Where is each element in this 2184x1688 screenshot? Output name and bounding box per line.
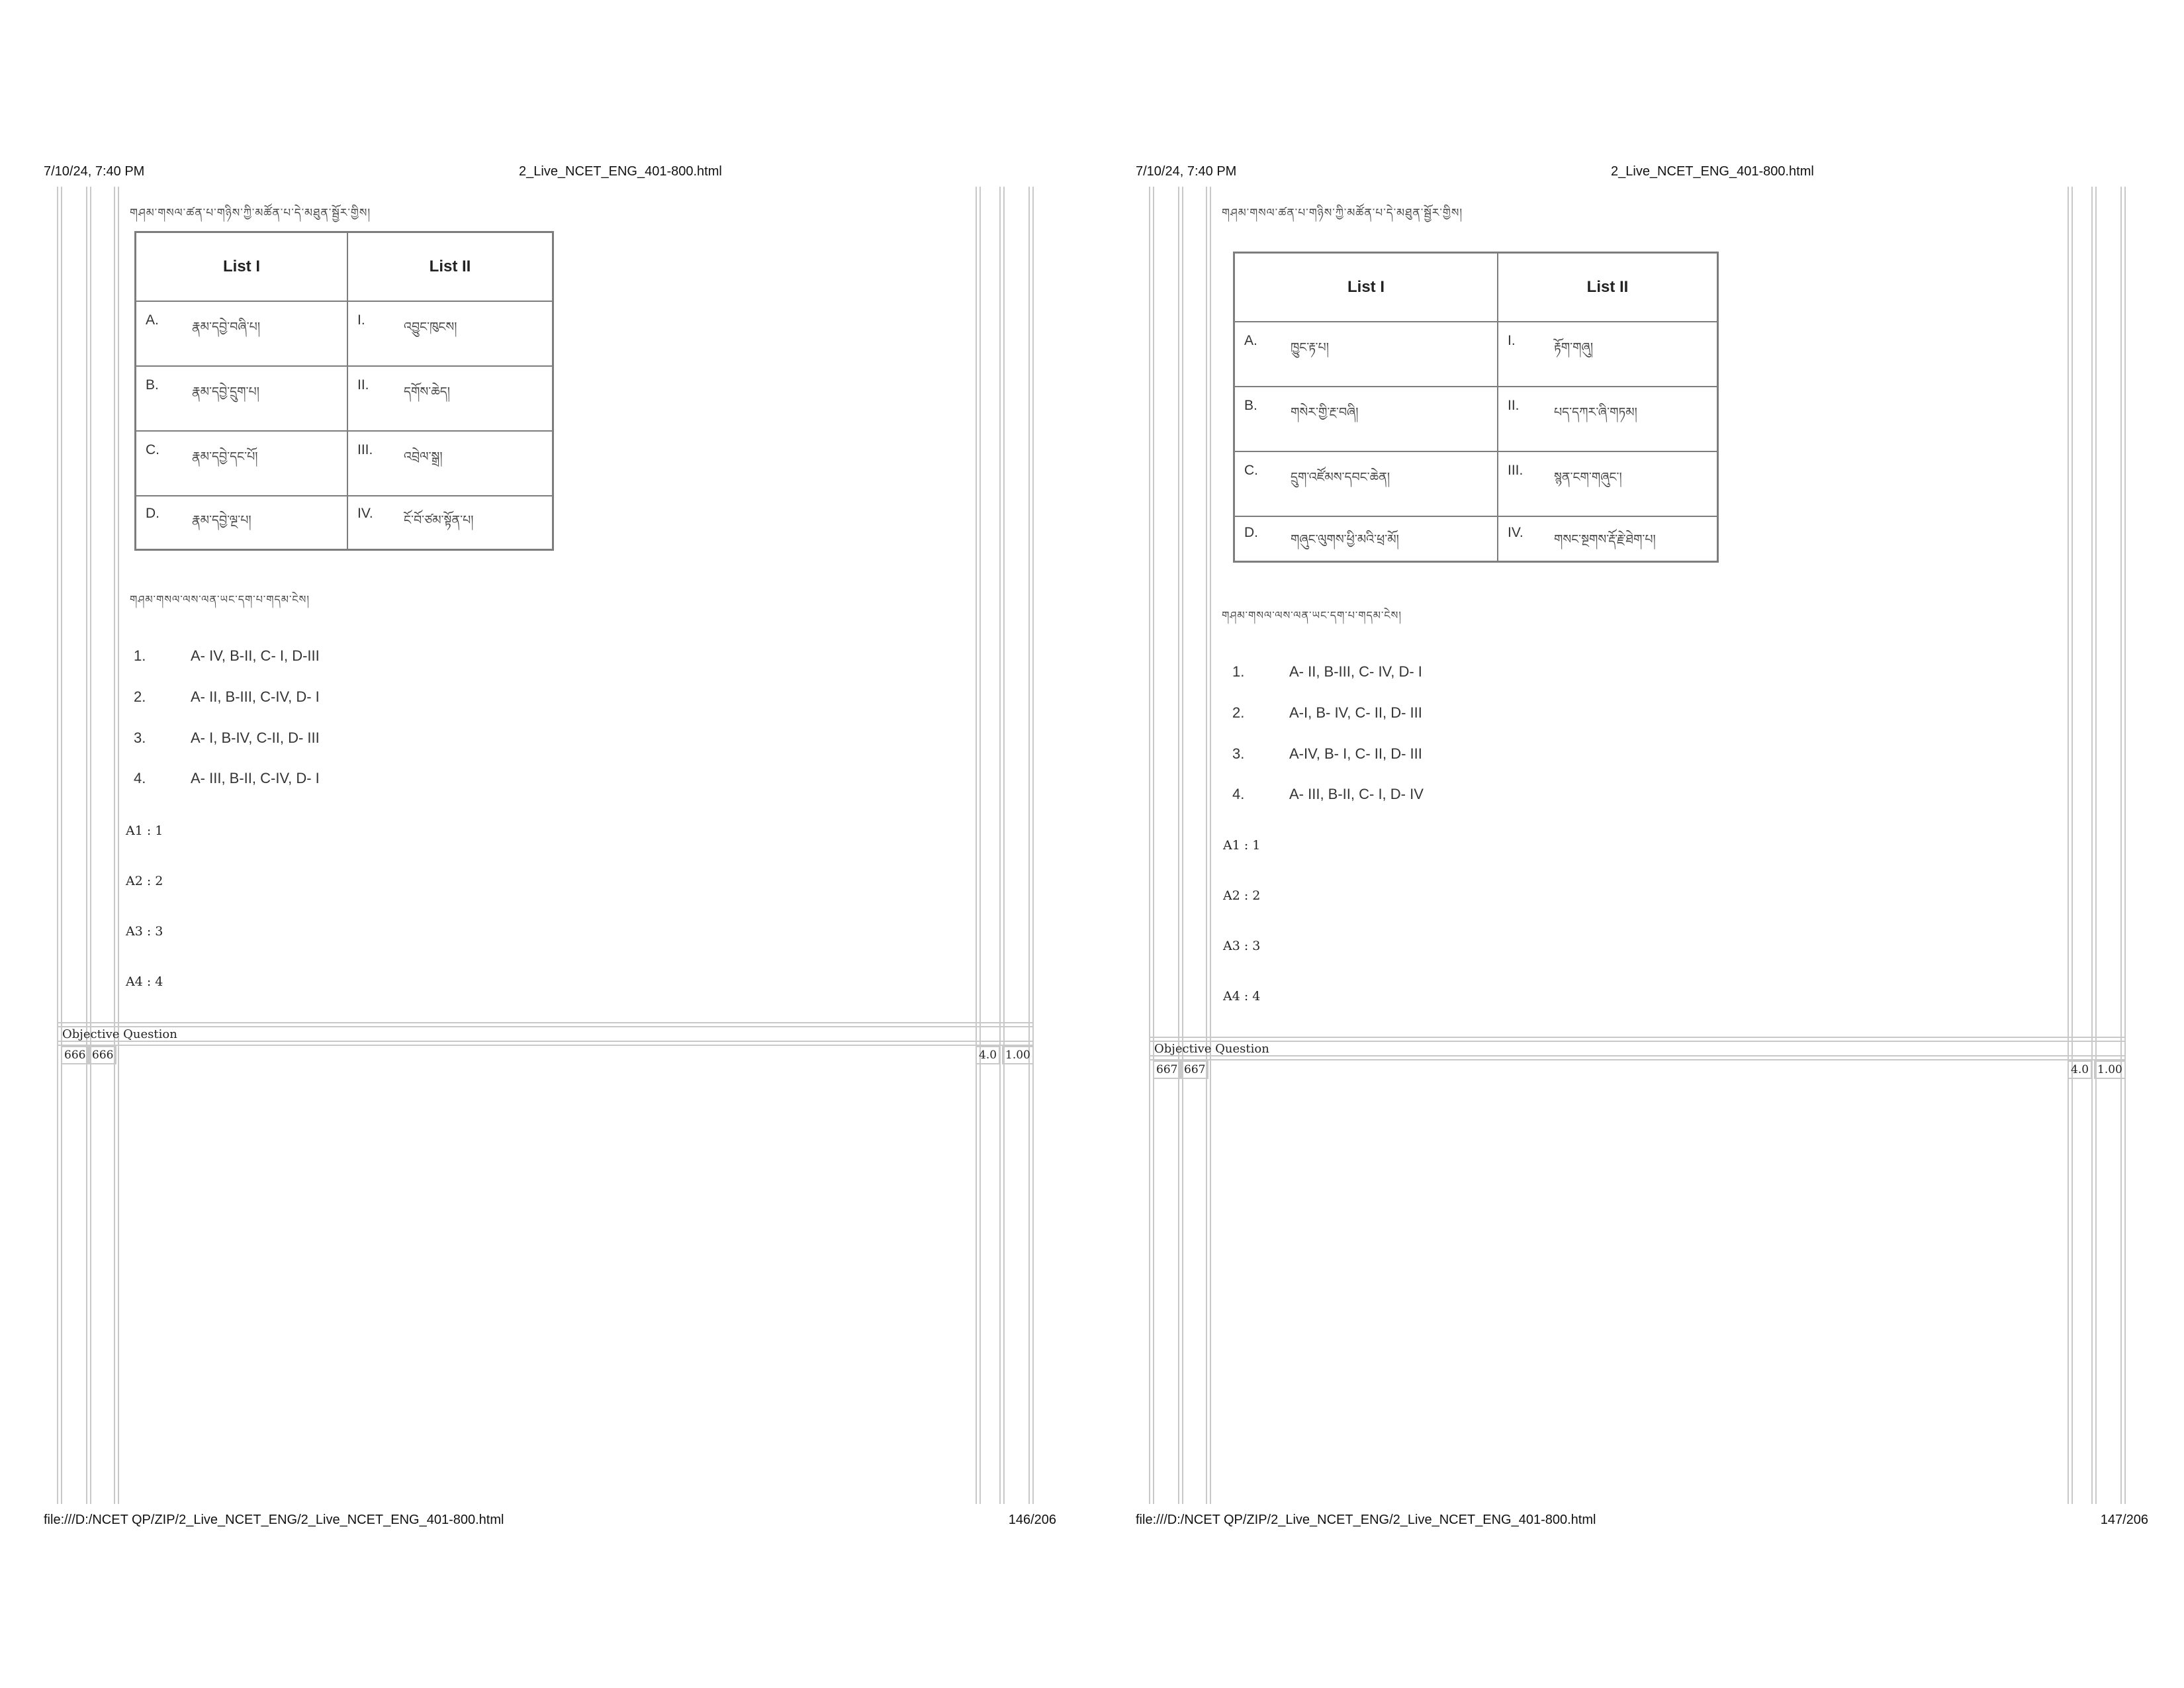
option-number: 3. (1232, 745, 1245, 762)
option-number: 4. (134, 770, 146, 786)
table-border (1028, 187, 1030, 1504)
table-border (1182, 187, 1183, 1504)
table-border (1149, 1041, 2126, 1042)
objective-question-label: Objective Question (1154, 1042, 1269, 1056)
objective-question-label: Objective Question (62, 1027, 177, 1041)
option-text: A-IV, B- I, C- II, D- III (1289, 745, 1422, 762)
option-text: A- III, B-II, C-IV, D- I (191, 770, 320, 786)
answer-3: A3 : 3 (1223, 939, 1261, 953)
option-number: 3. (134, 729, 146, 746)
list2-cell (347, 431, 553, 496)
matching-table (134, 231, 554, 551)
row-text: དགོས་ཆེད། (404, 384, 450, 399)
option-3 (134, 729, 320, 747)
row-text: སྙན་ངག་གཞུང་། (1554, 469, 1622, 485)
answer-2: A2 : 2 (126, 874, 163, 888)
footer-page-number: 146/206 (1008, 1513, 1056, 1527)
marks: 4.0 (976, 1046, 1000, 1064)
row-marker: I. (1508, 332, 1516, 348)
answer-4: A4 : 4 (1223, 989, 1261, 1004)
answer-1: A1 : 1 (1223, 838, 1261, 853)
pdf-page-147 (1092, 0, 2184, 1688)
table-border (118, 187, 119, 1504)
list1-cell (1234, 387, 1498, 451)
option-2 (1232, 704, 1422, 722)
option-text: A- II, B-III, C-IV, D- I (191, 688, 320, 705)
footer-page-number: 147/206 (2100, 1513, 2148, 1527)
row-marker: III. (1508, 462, 1524, 478)
option-number: 2. (1232, 704, 1245, 721)
question-id: 666 (61, 1046, 89, 1064)
table-border (979, 187, 981, 1504)
table-border (999, 187, 1001, 1504)
row-marker: A. (1244, 332, 1257, 348)
table-border (1178, 187, 1179, 1504)
negative-marks: 1.00 (1002, 1046, 1034, 1064)
row-marker: III. (357, 442, 373, 457)
row-text: རྣམ་དབྱེ་དྲུག་པ། (192, 384, 259, 399)
list2-header: List II (347, 232, 553, 301)
table-border (2071, 187, 2073, 1504)
table-border (57, 187, 58, 1504)
matching-table (1233, 252, 1719, 563)
row-text: རྣམ་དབྱེ་ལྔ་པ། (192, 512, 251, 528)
row-marker: II. (1508, 397, 1520, 413)
list1-cell (136, 301, 348, 366)
choose-instruction: གཤམ་གསལ་ལས་ལན་ཡང་དག་པ་གདམ་ངེས། (1222, 609, 1402, 622)
negative-marks: 1.00 (2094, 1060, 2126, 1079)
option-4 (1232, 786, 1424, 803)
table-border (57, 1041, 1034, 1042)
list2-cell (1498, 322, 1718, 387)
list2-cell (1498, 451, 1718, 516)
list2-cell (347, 301, 553, 366)
row-marker: D. (1244, 524, 1258, 540)
list2-cell (1498, 387, 1718, 451)
table-border (1206, 187, 1207, 1504)
list2-header: List II (1498, 253, 1718, 322)
list1-cell (1234, 516, 1498, 562)
header-datetime: 7/10/24, 7:40 PM (1136, 164, 1237, 179)
option-text: A- III, B-II, C- I, D- IV (1289, 786, 1424, 802)
row-text: ངོ་བོ་ཙམ་སྟོན་པ། (404, 512, 474, 528)
table-border (61, 187, 62, 1504)
row-text: དྲུག་འཛོམས་དབང་ཆེན། (1291, 469, 1390, 485)
table-border (976, 187, 977, 1504)
question-number: 666 (89, 1046, 116, 1064)
list1-header: List I (1234, 253, 1498, 322)
table-border (57, 1022, 1034, 1023)
table-border (1210, 187, 1211, 1504)
option-number: 2. (134, 688, 146, 705)
table-border (2091, 187, 2093, 1504)
row-text: གཞུང་ལུགས་ཕྱི་མའི་ཕྲ་མོ། (1291, 532, 1399, 547)
question-instruction: གཤམ་གསལ་ཚན་པ་གཉིས་ཀྱི་མཚོན་པ་དེ་མཐུན་སྦྱོར་གྱིས། (1222, 207, 1463, 220)
table-border (1149, 1037, 2126, 1038)
list2-cell (1498, 516, 1718, 562)
row-marker: C. (1244, 462, 1258, 478)
row-marker: C. (146, 442, 159, 457)
table-border (1149, 187, 1150, 1504)
table-border (90, 187, 91, 1504)
option-3 (1232, 745, 1422, 763)
header-filename: 2_Live_NCET_ENG_401-800.html (519, 164, 722, 179)
answer-4: A4 : 4 (126, 974, 163, 989)
marks: 4.0 (2068, 1060, 2092, 1079)
row-marker: IV. (357, 505, 373, 521)
option-number: 1. (134, 647, 146, 664)
table-border (2095, 187, 2097, 1504)
row-text: རྣམ་དབྱེ་དང་པོ། (192, 449, 258, 464)
row-marker: II. (357, 377, 369, 393)
row-text: ཁྱུང་རྟ་པ། (1291, 340, 1329, 355)
option-1 (1232, 663, 1422, 680)
row-text: པད་དཀར་ཞི་གཏམ། (1554, 404, 1637, 420)
row-marker: IV. (1508, 524, 1524, 540)
table-border (1149, 1059, 2126, 1060)
header-filename: 2_Live_NCET_ENG_401-800.html (1611, 164, 1814, 179)
row-text: འབྱུང་ཁུངས། (404, 319, 457, 334)
table-border (1032, 187, 1034, 1504)
list1-cell (136, 431, 348, 496)
row-marker: B. (146, 377, 159, 393)
question-id: 667 (1153, 1060, 1181, 1079)
list1-cell (136, 496, 348, 550)
option-text: A- II, B-III, C- IV, D- I (1289, 663, 1422, 680)
row-marker: A. (146, 312, 159, 328)
header-datetime: 7/10/24, 7:40 PM (44, 164, 145, 179)
list2-cell (347, 366, 553, 431)
option-text: A- IV, B-II, C- I, D-III (191, 647, 320, 664)
option-number: 4. (1232, 786, 1245, 802)
option-text: A- I, B-IV, C-II, D- III (191, 729, 320, 746)
row-marker: D. (146, 505, 159, 521)
row-text: གསེར་གྱི་རྔ་བཞི། (1291, 404, 1359, 420)
table-border (2068, 187, 2069, 1504)
row-marker: I. (357, 312, 365, 328)
table-border (2124, 187, 2126, 1504)
option-4 (134, 770, 320, 787)
row-text: རྣམ་དབྱེ་བཞི་པ། (192, 319, 261, 334)
answer-2: A2 : 2 (1223, 888, 1261, 903)
footer-path: file:///D:/NCET QP/ZIP/2_Live_NCET_ENG/2_Live_NCET_ENG_401-800.html (44, 1513, 504, 1527)
question-instruction: གཤམ་གསལ་ཚན་པ་གཉིས་ཀྱི་མཚོན་པ་དེ་མཐུན་སྦྱོར་གྱིས། (130, 207, 371, 220)
choose-instruction: གཤམ་གསལ་ལས་ལན་ཡང་དག་པ་གདམ་ངེས། (130, 593, 310, 606)
option-text: A-I, B- IV, C- II, D- III (1289, 704, 1422, 721)
table-border (114, 187, 115, 1504)
row-text: འབྲེལ་སྒྲ། (404, 449, 443, 464)
list1-cell (1234, 322, 1498, 387)
answer-1: A1 : 1 (126, 823, 163, 838)
row-text: གསང་སྔགས་རྡོ་རྗེ་ཐེག་པ། (1554, 532, 1656, 547)
option-2 (134, 688, 320, 706)
option-number: 1. (1232, 663, 1245, 680)
footer-path: file:///D:/NCET QP/ZIP/2_Live_NCET_ENG/2_Live_NCET_ENG_401-800.html (1136, 1513, 1596, 1527)
table-border (1003, 187, 1005, 1504)
table-border (86, 187, 87, 1504)
list1-cell (1234, 451, 1498, 516)
table-border (2120, 187, 2122, 1504)
table-border (1153, 187, 1154, 1504)
row-marker: B. (1244, 397, 1257, 413)
list2-cell (347, 496, 553, 550)
table-border (57, 1045, 1034, 1046)
question-number: 667 (1181, 1060, 1208, 1079)
list1-header: List I (136, 232, 348, 301)
option-1 (134, 647, 320, 665)
table-border (57, 1026, 1034, 1027)
table-border (1149, 1055, 2126, 1056)
list1-cell (136, 366, 348, 431)
row-text: རྟོག་གཞུ། (1554, 340, 1594, 355)
answer-3: A3 : 3 (126, 924, 163, 939)
